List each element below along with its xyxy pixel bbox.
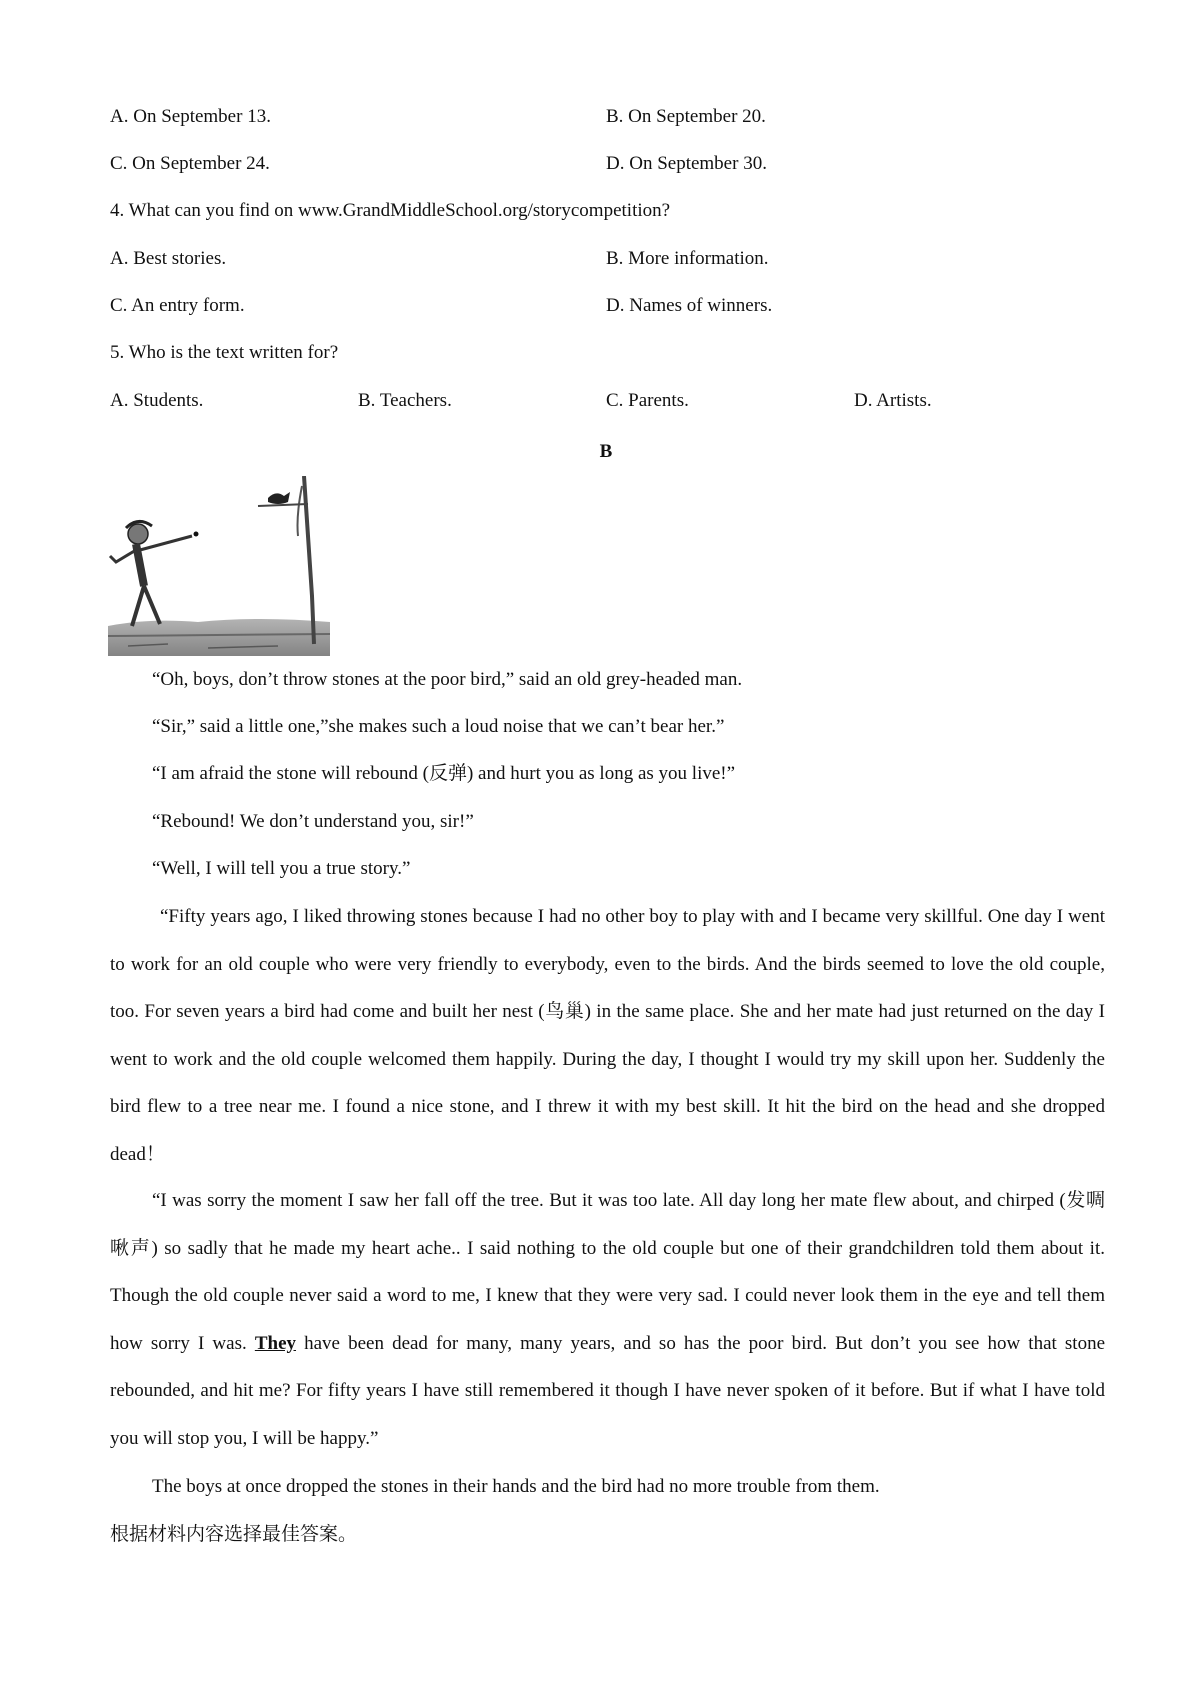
q3-option-d: D. On September 30. [606, 153, 767, 174]
story-paragraph-2-end: have been dead for many, many years, and so has the poor bird. But don’t you see how that stone rebounded, and hit me? For fifty years I have still remembered it though I have never spoken of it before. But if what I have told you will stop you, I will be happy.” [110, 1332, 1105, 1449]
q3-option-b: B. On September 20. [606, 106, 766, 127]
section-heading: B [599, 441, 613, 462]
story-paragraph-3: The boys at once dropped the stones in their hands and the bird had no more trouble from them. [152, 1476, 880, 1497]
q5-option-a: A. Students. [110, 390, 204, 411]
underlined-word: They [254, 1332, 297, 1354]
q3-option-a: A. On September 13. [110, 106, 271, 127]
dialogue-line: “Rebound! We don’t understand you, sir!” [152, 811, 474, 832]
story-paragraph-1: “Fifty years ago, I liked throwing stones because I had no other boy to play with and I became very skillful. One day I went to work for an old couple who were very friendly to everybody, even to the birds. And the birds seemed to love the old couple, too. For seven years a bird had come and built her nest (鸟巢) in the same place. She and her mate had just returned on the day I went to work and the old couple welcomed them happily. During the day, I thought I would try my skill upon her. Suddenly the bird flew to a tree near me. I found a nice stone, and I threw it with my best skill. It hit the bird on the head and she dropped dead！ [110, 906, 1105, 1165]
q5-option-b: B. Teachers. [358, 390, 452, 411]
q5-stem: 5. Who is the text written for? [110, 342, 339, 363]
q5-option-c: C. Parents. [606, 390, 689, 411]
q4-option-a: A. Best stories. [110, 248, 227, 269]
story-paragraph-2-start: “I was sorry the moment I saw her fall off the tree. But it was too late. All day long her mate flew about, and chirped (发啁啾声) so sadly that he made my heart ache.. I said nothing to the old couple but one of their grandchildren told them about it. Though the old couple never said a word to me, I knew that they were very sad. I could never look them in the eye and tell them how sorry I was. [110, 1190, 1105, 1354]
story-paragraph-2 [110, 1177, 1105, 1462]
q5-option-d: D. Artists. [854, 390, 932, 411]
q4-stem: 4. What can you find on www.GrandMiddleSchool.org/storycompetition? [110, 200, 671, 221]
q4-option-c: C. An entry form. [110, 295, 245, 316]
q3-option-c: C. On September 24. [110, 153, 270, 174]
instruction-text: 根据材料内容选择最佳答案。 [110, 1523, 358, 1545]
dialogue-line: “Sir,” said a little one,”she makes such a loud noise that we can’t bear her.” [152, 716, 725, 737]
boy-throwing-stone-illustration [108, 476, 330, 656]
q4-option-d: D. Names of winners. [606, 295, 773, 316]
dialogue-line: “Oh, boys, don’t throw stones at the poor bird,” said an old grey-headed man. [152, 669, 743, 690]
dialogue-line: “I am afraid the stone will rebound (反弹) and hurt you as long as you live!” [152, 763, 736, 784]
q4-option-b: B. More information. [606, 248, 769, 269]
dialogue-line: “Well, I will tell you a true story.” [152, 858, 411, 879]
